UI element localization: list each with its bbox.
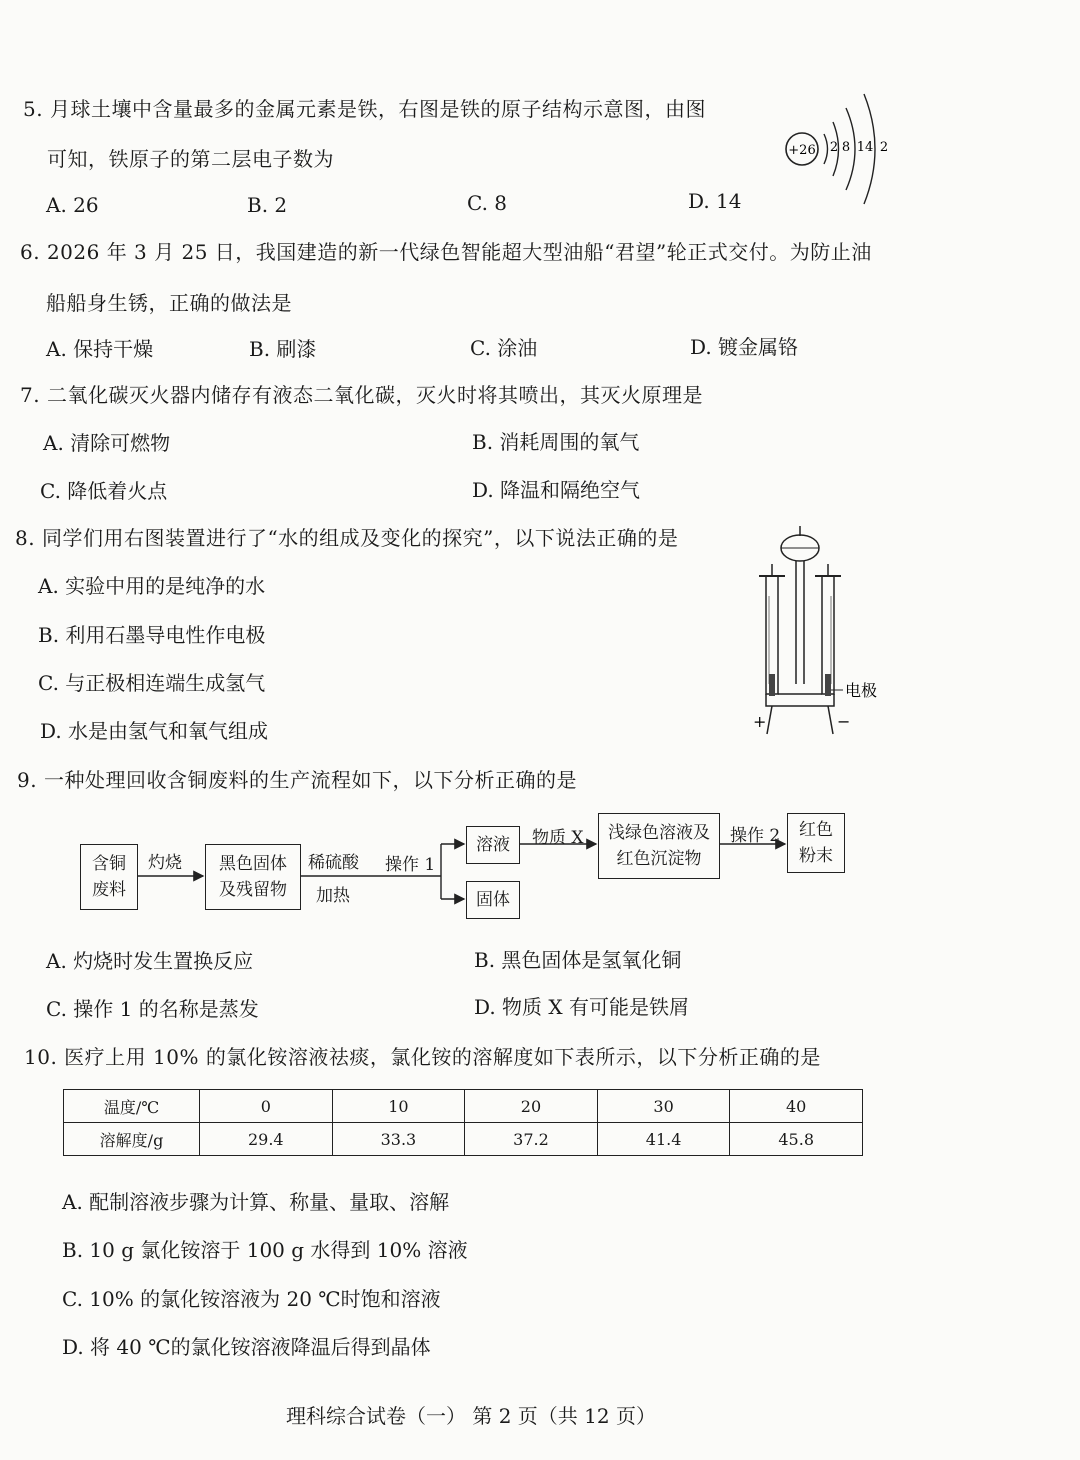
q10-option-b: B. 10 g 氯化铵溶于 100 g 水得到 10% 溶液 (62, 1238, 468, 1262)
q7-stem: 7. 二氧化碳灭火器内储存有液态二氧化碳，灭火时将其喷出，其灭火原理是 (20, 383, 703, 407)
flow-label-operation-1: 操作 1 (385, 855, 436, 875)
q8-option-d: D. 水是由氢气和氧气组成 (40, 719, 269, 743)
q5-option-a: A. 26 (46, 193, 99, 217)
q5-stem-line2: 可知，铁原子的第二层电子数为 (47, 147, 334, 171)
q6-stem-line2: 船船身生锈，正确的做法是 (46, 291, 292, 315)
q10-option-d: D. 将 40 ℃的氯化铵溶液降温后得到晶体 (62, 1335, 431, 1359)
q7-option-b: B. 消耗周围的氧气 (472, 430, 640, 454)
q6-option-d: D. 镀金属铬 (690, 335, 799, 359)
positive-terminal: + (753, 712, 767, 731)
q9-stem: 9. 一种处理回收含铜废料的生产流程如下，以下分析正确的是 (17, 768, 577, 792)
q10-option-a: A. 配制溶液步骤为计算、称量、量取、溶解 (62, 1190, 450, 1214)
q9-option-a: A. 灼烧时发生置换反应 (46, 949, 254, 973)
table-cell: 20 (465, 1090, 598, 1123)
q7-option-a: A. 清除可燃物 (43, 431, 171, 455)
q6-stem-line1: 6. 2026 年 3 月 25 日，我国建造的新一代绿色智能超大型油船“君望”轮正式交付。为防止油 (20, 240, 872, 264)
shell-4-electrons: 2 (879, 140, 889, 155)
flow-box-solid-text: 固体 (476, 890, 510, 910)
table-row-temperature (64, 1090, 863, 1123)
table-cell: 29.4 (200, 1123, 333, 1156)
shell-2-electrons: 8 (841, 140, 851, 155)
shell-3-electrons: 14 (856, 140, 874, 155)
q8-option-b: B. 利用石墨导电性作电极 (38, 623, 266, 647)
flow-label-substance-x: 物质 X (532, 828, 584, 848)
table-cell: 37.2 (465, 1123, 598, 1156)
negative-terminal: − (837, 712, 851, 731)
q10-stem: 10. 医疗上用 10% 的氯化铵溶液祛痰，氯化铵的溶解度如下表所示，以下分析正确的是 (24, 1045, 821, 1069)
flow-box-red-powder-line1: 红色 (799, 820, 833, 840)
q8-stem: 8. 同学们用右图装置进行了“水的组成及变化的探究”，以下说法正确的是 (15, 526, 679, 550)
q9-option-c: C. 操作 1 的名称是蒸发 (46, 997, 259, 1021)
table-cell: 10 (332, 1090, 465, 1123)
flow-label-roast: 灼烧 (148, 853, 182, 873)
shell-1-electrons: 2 (829, 140, 839, 155)
q7-option-d: D. 降温和隔绝空气 (472, 478, 641, 502)
table-header-solubility: 溶解度/g (64, 1123, 200, 1156)
flow-box-black-solid-line1: 黑色固体 (219, 854, 287, 874)
q9-option-b: B. 黑色固体是氢氧化铜 (474, 948, 682, 972)
flow-box-copper-waste-line1: 含铜 (92, 854, 126, 874)
flow-box-red-powder-line2: 粉末 (799, 846, 833, 866)
q7-option-c: C. 降低着火点 (40, 479, 168, 503)
q10-option-c: C. 10% 的氯化铵溶液为 20 ℃时饱和溶液 (62, 1287, 441, 1311)
q5-option-b: B. 2 (247, 193, 288, 217)
flow-label-dilute-h2so4: 稀硫酸 (308, 853, 359, 873)
table-cell: 33.3 (332, 1123, 465, 1156)
flow-box-green-solution-line1: 浅绿色溶液及 (608, 823, 710, 843)
q6-option-a: A. 保持干燥 (46, 337, 154, 361)
q8-option-a: A. 实验中用的是纯净的水 (38, 574, 266, 598)
q5-stem-line1: 5. 月球土壤中含量最多的金属元素是铁，右图是铁的原子结构示意图，由图 (23, 97, 706, 121)
table-row-solubility (64, 1123, 863, 1156)
page-footer: 理科综合试卷（一） 第 2 页（共 12 页） (286, 1404, 656, 1428)
flow-box-solution-text: 溶液 (476, 835, 510, 855)
q9-option-d: D. 物质 X 有可能是铁屑 (474, 995, 689, 1019)
table-cell: 0 (200, 1090, 333, 1123)
q6-option-c: C. 涂油 (470, 336, 538, 360)
flow-label-heat: 加热 (316, 886, 350, 906)
flow-box-black-solid-line2: 及残留物 (219, 880, 287, 900)
q5-option-c: C. 8 (467, 191, 508, 215)
solubility-table (63, 1089, 863, 1156)
table-cell: 41.4 (597, 1123, 730, 1156)
q8-option-c: C. 与正极相连端生成氢气 (38, 671, 266, 695)
q6-option-b: B. 刷漆 (249, 337, 317, 361)
table-cell: 40 (730, 1090, 863, 1123)
table-cell: 30 (597, 1090, 730, 1123)
flow-box-copper-waste-line2: 废料 (92, 880, 126, 900)
flow-box-green-solution-line2: 红色沉淀物 (616, 849, 702, 869)
q5-option-d: D. 14 (688, 189, 742, 213)
flow-label-operation-2: 操作 2 (730, 826, 781, 846)
electrode-label: 电极 (845, 681, 878, 700)
nucleus-charge: +26 (788, 143, 816, 158)
table-cell: 45.8 (730, 1123, 863, 1156)
table-header-temperature: 温度/℃ (64, 1090, 200, 1123)
